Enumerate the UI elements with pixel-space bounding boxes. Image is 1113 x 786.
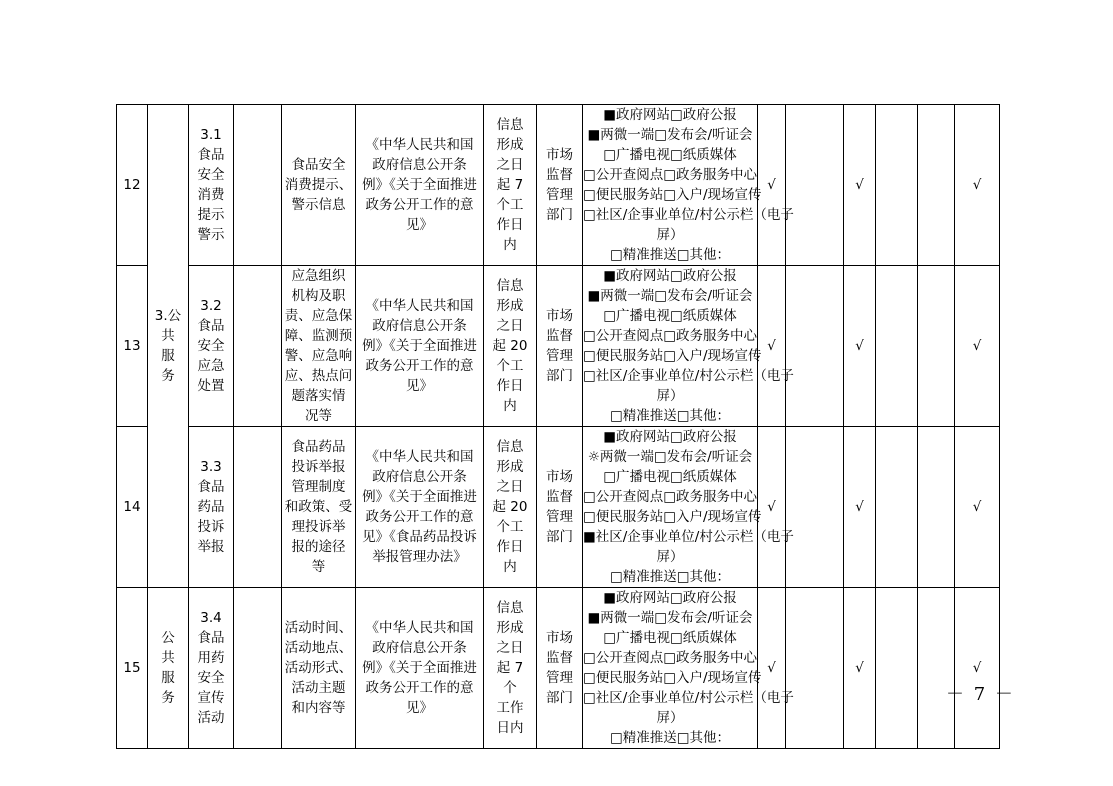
- check-cell: √: [758, 588, 786, 749]
- channel-option: □便民服务站□入户/现场宣传: [583, 670, 762, 686]
- channel-option: ■政府网站□政府公报: [603, 429, 737, 445]
- check-cell: √: [955, 588, 1000, 749]
- channel-option: □广播电视□纸质媒体: [603, 469, 737, 485]
- check-cell: [786, 266, 844, 427]
- row-number: 14: [117, 427, 148, 588]
- check-cell: [876, 588, 918, 749]
- time-limit-cell: 信息 形成 之日 起 7 个工 作日 内: [484, 105, 537, 266]
- check-cell: [876, 427, 918, 588]
- check-cell: [786, 105, 844, 266]
- subject-cell: 市场 监督 管理 部门: [537, 105, 583, 266]
- channel-option: □精准推送□其他：: [609, 730, 730, 746]
- channel-option: 屏）: [656, 549, 684, 565]
- basis-cell: 《中华人民共和国 政府信息公开条 例》《关于全面推进 政务公开工作的意 见》: [356, 588, 484, 749]
- check-cell: [876, 105, 918, 266]
- channels-cell: [583, 266, 794, 427]
- channel-option: □精准推送□其他：: [609, 408, 730, 424]
- check-cell: [918, 427, 955, 588]
- channel-option: □便民服务站□入户/现场宣传: [583, 509, 762, 525]
- check-cell: √: [758, 266, 786, 427]
- item-cell: 3.4 食品 用药 安全 宣传 活动: [189, 588, 234, 749]
- check-cell: √: [955, 105, 1000, 266]
- channel-option: □广播电视□纸质媒体: [603, 308, 737, 324]
- check-cell: √: [758, 105, 786, 266]
- channel-option: □广播电视□纸质媒体: [603, 630, 737, 646]
- time-limit-cell: 信息 形成 之日 起 20 个工 作日 内: [484, 266, 537, 427]
- check-cell: √: [844, 427, 876, 588]
- check-cell: √: [844, 105, 876, 266]
- channel-option: □便民服务站□入户/现场宣传: [583, 348, 762, 364]
- service-table: [116, 104, 1000, 749]
- channel-option: □社区/企事业单位/村公示栏（电子: [583, 368, 794, 384]
- channel-option: 屏）: [656, 388, 684, 404]
- time-limit-cell: 信息 形成 之日 起 20 个工 作日 内: [484, 427, 537, 588]
- channel-option: □广播电视□纸质媒体: [603, 147, 737, 163]
- channel-option: ■政府网站□政府公报: [603, 107, 737, 123]
- check-cell: √: [758, 427, 786, 588]
- channel-option: ☼两微一端□发布会/听证会: [587, 449, 753, 465]
- item-cell: 3.3 食品 药品 投诉 举报: [189, 427, 234, 588]
- check-cell: [918, 266, 955, 427]
- channels-cell: [583, 105, 794, 266]
- channel-option: □精准推送□其他：: [609, 569, 730, 585]
- channel-option: ■政府网站□政府公报: [603, 590, 737, 606]
- item-cell: 3.2 食品 安全 应急 处置: [189, 266, 234, 427]
- empty-cell: [234, 588, 282, 749]
- item-cell: 3.1 食品 安全 消费 提示 警示: [189, 105, 234, 266]
- empty-cell: [234, 105, 282, 266]
- check-cell: [876, 266, 918, 427]
- content-cell: 食品安全 消费提示、 警示信息: [282, 105, 356, 266]
- channel-option: ■社区/企事业单位/村公示栏（电子: [583, 529, 794, 545]
- channel-option: ■两微一端□发布会/听证会: [587, 610, 753, 626]
- channel-option: 屏）: [656, 710, 684, 726]
- channel-option: □精准推送□其他：: [609, 247, 730, 263]
- subject-cell: 市场 监督 管理 部门: [537, 588, 583, 749]
- channel-option: □公开查阅点□政务服务中心: [583, 650, 758, 666]
- subject-cell: 市场 监督 管理 部门: [537, 266, 583, 427]
- channel-option: ■两微一端□发布会/听证会: [587, 127, 753, 143]
- channels-cell: [583, 427, 794, 588]
- category-cell: 3.公 共 服 务: [148, 105, 189, 588]
- check-cell: √: [844, 266, 876, 427]
- check-cell: [786, 427, 844, 588]
- page-number: － 7 －: [946, 684, 1015, 705]
- channel-option: □社区/企事业单位/村公示栏（电子: [583, 690, 794, 706]
- basis-cell: 《中华人民共和国 政府信息公开条 例》《关于全面推进 政务公开工作的意 见》《食品药品投诉 举报管理办法》: [356, 427, 484, 588]
- basis-cell: 《中华人民共和国 政府信息公开条 例》《关于全面推进 政务公开工作的意 见》: [356, 266, 484, 427]
- channel-option: □公开查阅点□政务服务中心: [583, 489, 758, 505]
- check-cell: √: [955, 427, 1000, 588]
- channel-option: □公开查阅点□政务服务中心: [583, 328, 758, 344]
- time-limit-cell: 信息 形成 之日 起 7 个 工作 日内: [484, 588, 537, 749]
- empty-cell: [234, 266, 282, 427]
- content-cell: 活动时间、 活动地点、 活动形式、 活动主题 和内容等: [282, 588, 356, 749]
- table-row: [117, 427, 1000, 588]
- empty-cell: [234, 427, 282, 588]
- subject-cell: 市场 监督 管理 部门: [537, 427, 583, 588]
- check-cell: √: [844, 588, 876, 749]
- check-cell: √: [955, 266, 1000, 427]
- category-cell: 公 共 服 务: [148, 588, 189, 749]
- table-row: [117, 105, 1000, 266]
- row-number: 15: [117, 588, 148, 749]
- channel-option: ■两微一端□发布会/听证会: [587, 288, 753, 304]
- content-cell: 食品药品 投诉举报 管理制度 和政策、受 理投诉举 报的途径 等: [282, 427, 356, 588]
- table-row: [117, 588, 1000, 749]
- row-number: 12: [117, 105, 148, 266]
- check-cell: [786, 588, 844, 749]
- channels-cell: [583, 588, 794, 749]
- check-cell: [918, 105, 955, 266]
- content-cell: 应急组织 机构及职 责、应急保 障、监测预 警、应急响 应、热点问 题落实情 况等: [282, 266, 356, 427]
- check-cell: [918, 588, 955, 749]
- row-number: 13: [117, 266, 148, 427]
- channel-option: 屏）: [656, 227, 684, 243]
- table-row: [117, 266, 1000, 427]
- channel-option: □公开查阅点□政务服务中心: [583, 167, 758, 183]
- channel-option: □社区/企事业单位/村公示栏（电子: [583, 207, 794, 223]
- channel-option: □便民服务站□入户/现场宣传: [583, 187, 762, 203]
- channel-option: ■政府网站□政府公报: [603, 268, 737, 284]
- basis-cell: 《中华人民共和国 政府信息公开条 例》《关于全面推进 政务公开工作的意 见》: [356, 105, 484, 266]
